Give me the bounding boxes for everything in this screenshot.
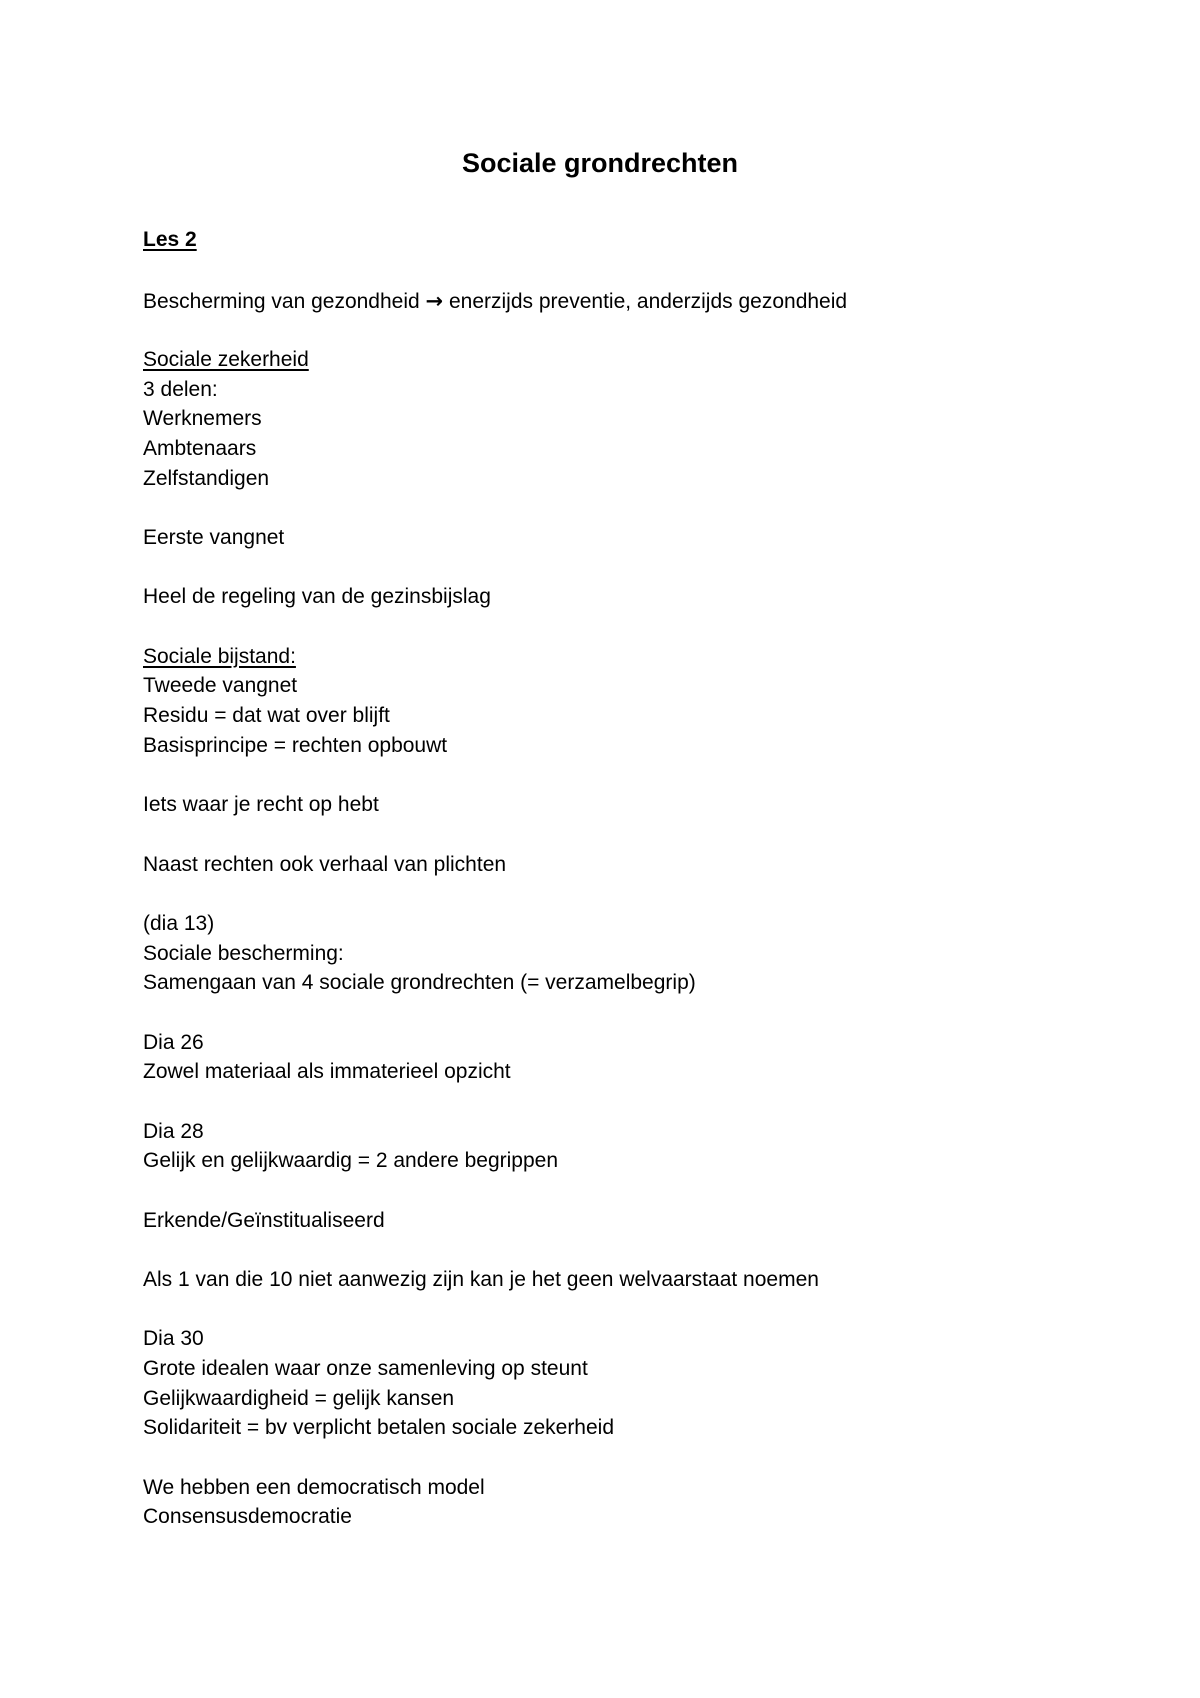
part-item: Ambtenaars (143, 437, 257, 460)
duties-note-line: Naast rechten ook verhaal van plichten (143, 853, 507, 876)
dia30-line: Gelijkwaardigheid = gelijk kansen (143, 1387, 455, 1410)
dia28-line: Gelijk en gelijkwaardig = 2 andere begrippen (143, 1149, 559, 1172)
first-net-line: Eerste vangnet (143, 526, 285, 549)
democracy-line: We hebben een democratisch model (143, 1476, 485, 1499)
social-assistance-heading: Sociale bijstand: (143, 645, 296, 668)
welfare-note-line: Als 1 van die 10 niet aanwezig zijn kan je het geen welvaarstaat noemen (143, 1268, 819, 1291)
protection-line (143, 286, 847, 317)
democracy-line: Consensusdemocratie (143, 1505, 352, 1528)
parts-label: 3 delen: (143, 378, 218, 401)
right-arrow-icon: → (425, 289, 444, 313)
dia13-line: Samengaan van 4 sociale grondrechten (= verzamelbegrip) (143, 971, 696, 994)
right-note-line: Iets waar je recht op hebt (143, 793, 379, 816)
dia30-label: Dia 30 (143, 1327, 204, 1350)
dia13-label: (dia 13) (143, 912, 215, 935)
lesson-heading: Les 2 (143, 228, 197, 251)
protection-left-text: Bescherming van gezondheid (143, 290, 420, 313)
dia26-label: Dia 26 (143, 1031, 204, 1054)
recognized-line: Erkende/Geïnstitualiseerd (143, 1209, 385, 1232)
dia28-label: Dia 28 (143, 1120, 204, 1143)
dia30-line: Grote idealen waar onze samenleving op steunt (143, 1357, 588, 1380)
dia13-line: Sociale bescherming: (143, 942, 344, 965)
family-allowance-line: Heel de regeling van de gezinsbijslag (143, 585, 491, 608)
document-title: Sociale grondrechten (461, 148, 739, 178)
protection-right-text: enerzijds preventie, anderzijds gezondheid (448, 290, 848, 313)
part-item: Zelfstandigen (143, 467, 270, 490)
social-security-heading: Sociale zekerheid (143, 348, 309, 371)
social-assistance-line: Residu = dat wat over blijft (143, 704, 390, 727)
dia26-line: Zowel materiaal als immaterieel opzicht (143, 1060, 511, 1083)
part-item: Werknemers (143, 407, 262, 430)
social-assistance-line: Tweede vangnet (143, 674, 298, 697)
social-assistance-line: Basisprincipe = rechten opbouwt (143, 734, 448, 757)
dia30-line: Solidariteit = bv verplicht betalen sociale zekerheid (143, 1416, 615, 1439)
